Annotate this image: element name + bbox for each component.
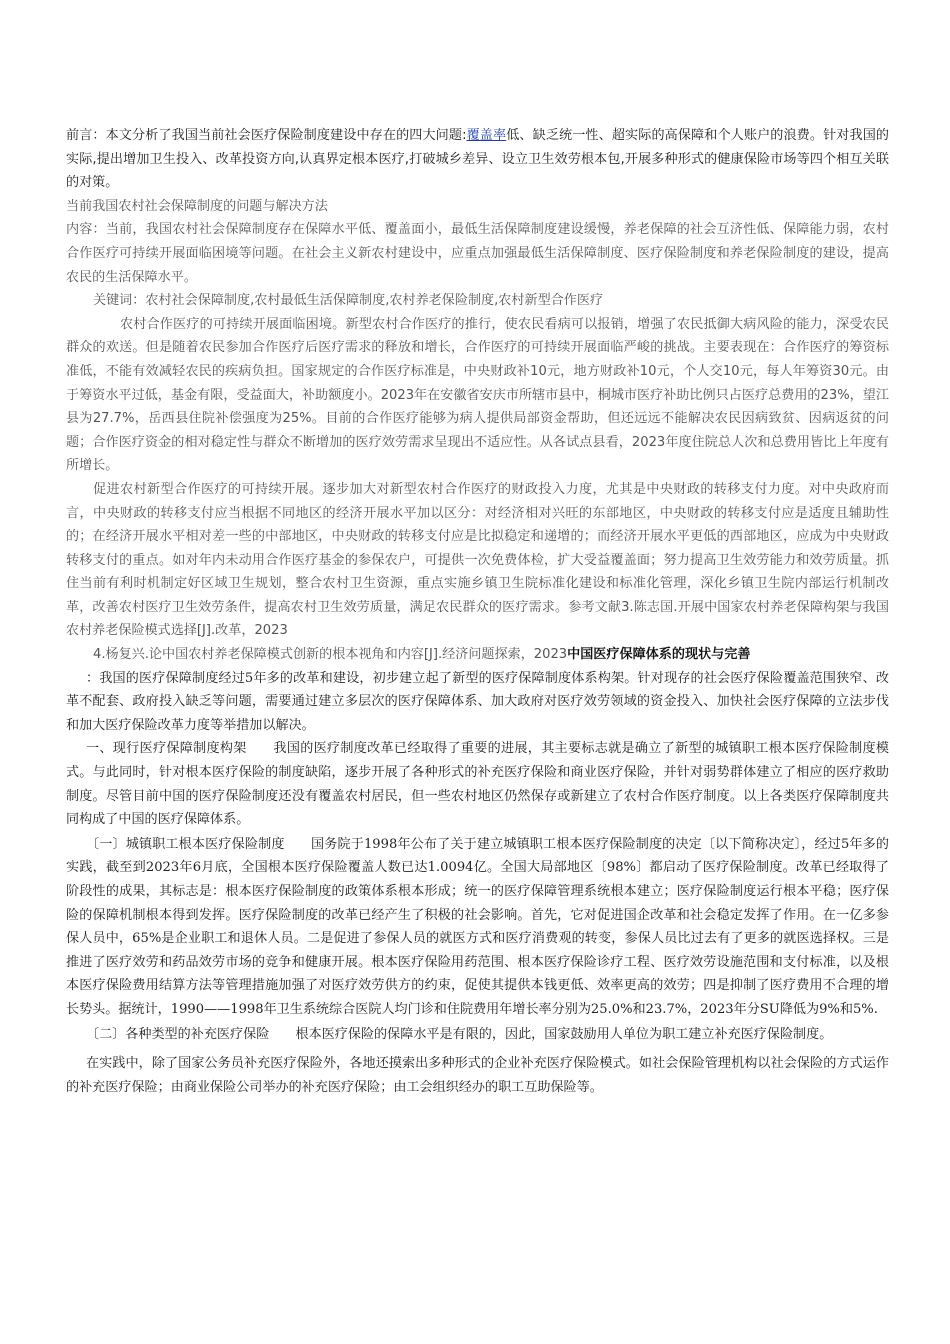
intro-rest: 低、缺乏统一性、超实际的高保障和个人账户的浪费。针对我国的实际,提出增加卫生投入、改革投资方向,认真界定根本医疗,打破城乡差异、设立卫生效劳根本包,开展多种形式的健康保险市场等四个相互关联的对策。 [66,128,889,191]
subsection-1-paragraph: 〔一〕城镇职工根本医疗保险制度 国务院于1998年公布了关于建立城镇职工根本医疗保险制度的决定〔以下简称决定〕，经过5年多的实践，截至到2023年6月底，全国根本医疗保险覆盖人数已达1.0094亿。全国大局部地区〔98%〕都启动了医疗保险制度。改革已经取得了阶段性的成果，其标志是：根本医疗保险制度的政策体系根本形成；统一的医疗保障管理系统根本建立；医疗保险制度运行根本平稳；医疗保险的保障机制根本得到发挥。医疗保险制度的改革已经产生了积极的社会影响。首先，它对促进国企改革和社会稳定发挥了作用。在一亿多参保人员中，65%是企业职工和退休人员。二是促进了参保人员的就医方式和医疗消费观的转变，参保人员比过去有了更多的就医选择权。三是推进了医疗效劳和药品效劳市场的竞争和健康开展。根本医疗保险用药范围、根本医疗保险诊疗工程、医疗效劳设施范围和支付标准，以及根本医疗保险费用结算方法等管理措施加强了对医疗效劳供方的约束，促使其提供本钱更低、效率更高的效劳；四是抑制了医疗费用不合理的增长势头。据统计，1990——1998年卫生系统综合医院人均门诊和住院费用年增长率分别为25.0%和23.7%，2023年分SU降低为9%和5%. [66,836,889,1017]
article1-summary: 内容：当前，我国农村社会保障制度存在保障水平低、覆盖面小，最低生活保障制度建设缓慢，养老保障的社会互济性低、保障能力弱，农村合作医疗可持续开展面临困境等问题。在社会主义新农村建设中，应重点加强最低生活保障制度、医疗保险制度和养老保险制度的建设，提高农民的生活保障水平。 [66,222,889,285]
subsection-2-paragraph: 〔二〕各种类型的补充医疗保险 根本医疗保险的保障水平是有限的，因此，国家鼓励用人单位为职工建立补充医疗保险制度。 [86,1026,833,1042]
section-1-paragraph: 一、现行医疗保障制度构架 我国的医疗制度改革已经取得了重要的进展，其主要标志就是确立了新型的城镇职工根本医疗保险制度模式。与此同时，针对根本医疗保险的制度缺陷，逐步开展了各种形式的补充医疗保险和商业医疗保险，并针对弱势群体建立了相应的医疗救助制度。尽管目前中国的医疗保险制度还没有覆盖农村居民，但一些农村地区仍然保存或新建立了农村合作医疗制度。以上各类医疗保障制度共同构成了中国的医疗保障体系。 [66,741,889,828]
intro-prefix: 前言：本文分析了我国当前社会医疗保险制度建设中存在的四大问题: [66,128,467,143]
article1-keywords: 关键词：农村社会保障制度,农村最低生活保障制度,农村养老保险制度,农村新型合作医疗 [93,293,604,309]
article1-paragraph-2: 促进农村新型合作医疗的可持续开展。逐步加大对新型农村合作医疗的财政投入力度，尤其是中央财政的转移支付力度。对中央政府而言，中央财政的转移支付应当根据不同地区的经济开展水平加以区分：对经济相对兴旺的东部地区，中央财政的转移支付应是适度且辅助性的；在经济开展水平相对差一些的中部地区，中央财政的转移支付应是比拟稳定和递增的；而经济开展水平更低的西部地区，应成为中央财政转移支付的重点。如对年内未动用合作医疗基金的参保农户，可提供一次免费体检，扩大受益覆盖面；努力提高卫生效劳能力和效劳质量。抓住当前有利时机制定好区域卫生规划，整合农村卫生资源，重点实施乡镇卫生院标准化建设和标准化管理，深化乡镇卫生院内部运行机制改革，改善农村医疗卫生效劳条件，提高农村卫生效劳质量，满足农民群众的医疗需求。参考文献3.陈志国.开展中国家农村养老保障构架与我国农村养老保险模式选择[J].改革，2023 [66,481,889,639]
article1-title: 当前我国农村社会保障制度的问题与解决方法 [66,198,328,214]
subsection-2-practice-paragraph: 在实践中，除了国家公务员补充医疗保险外，各地还摸索出多种形式的企业补充医疗保险模式。如社会保险管理机构以社会保险的方式运作的补充医疗保险；由商业保险公司举办的补充医疗保险；由工会组织经办的职工互助保险等。 [66,1056,889,1095]
article1-paragraph-1: 农村合作医疗的可持续开展面临困境。新型农村合作医疗的推行，使农民看病可以报销，增强了农民抵御大病风险的能力，深受农民群众的欢送。但是随着农民参加合作医疗后医疗需求的释放和增长，合作医疗的可持续开展面临严峻的挑战。主要表现在：合作医疗的筹资标准低，不能有效减轻农民的疾病负担。国家规定的合作医疗标准是，中央财政补10元，地方财政补10元，个人交10元，每人年筹资30元。由于筹资水平过低，基金有限，受益面大，补助额度小。2023年在安徽省安庆市所辖市县中，桐城市医疗补助比例只占医疗总费用的23%，望江县为27.7%，岳西县住院补偿强度为25%。目前的合作医疗能够为病人提供局部资金帮助，但还远远不能解决农民因病致贫、因病返贫的问题；合作医疗资金的相对稳定性与群众不断增加的医疗效劳需求呈现出不适应性。从各试点县看，2023年度住院总人次和总费用皆比上年度有所增长。 [66,316,889,474]
intro-paragraph [66,124,889,195]
reference-4: 4.杨复兴.论中国农村养老保障模式创新的根本视角和内容[J].经济问题探索，2023 [93,647,568,663]
coverage-rate-link[interactable]: 覆盖率 [466,128,507,143]
article2-title: 中国医疗保障体系的现状与完善 [567,647,751,663]
article2-summary: ：我国的医疗保障制度经过5年多的改革和建设，初步建立起了新型的医疗保障制度体系构架。针对现存的社会医疗保险覆盖范围狭窄、改革不配套、政府投入缺乏等问题，需要通过建立多层次的医疗保障体系、加大政府对医疗效劳领域的资金投入、加快社会医疗保障的立法步伐和加大医疗保险改革力度等举措加以解决。 [66,670,889,733]
document-body [66,124,889,1099]
reference-4-line [66,643,889,667]
